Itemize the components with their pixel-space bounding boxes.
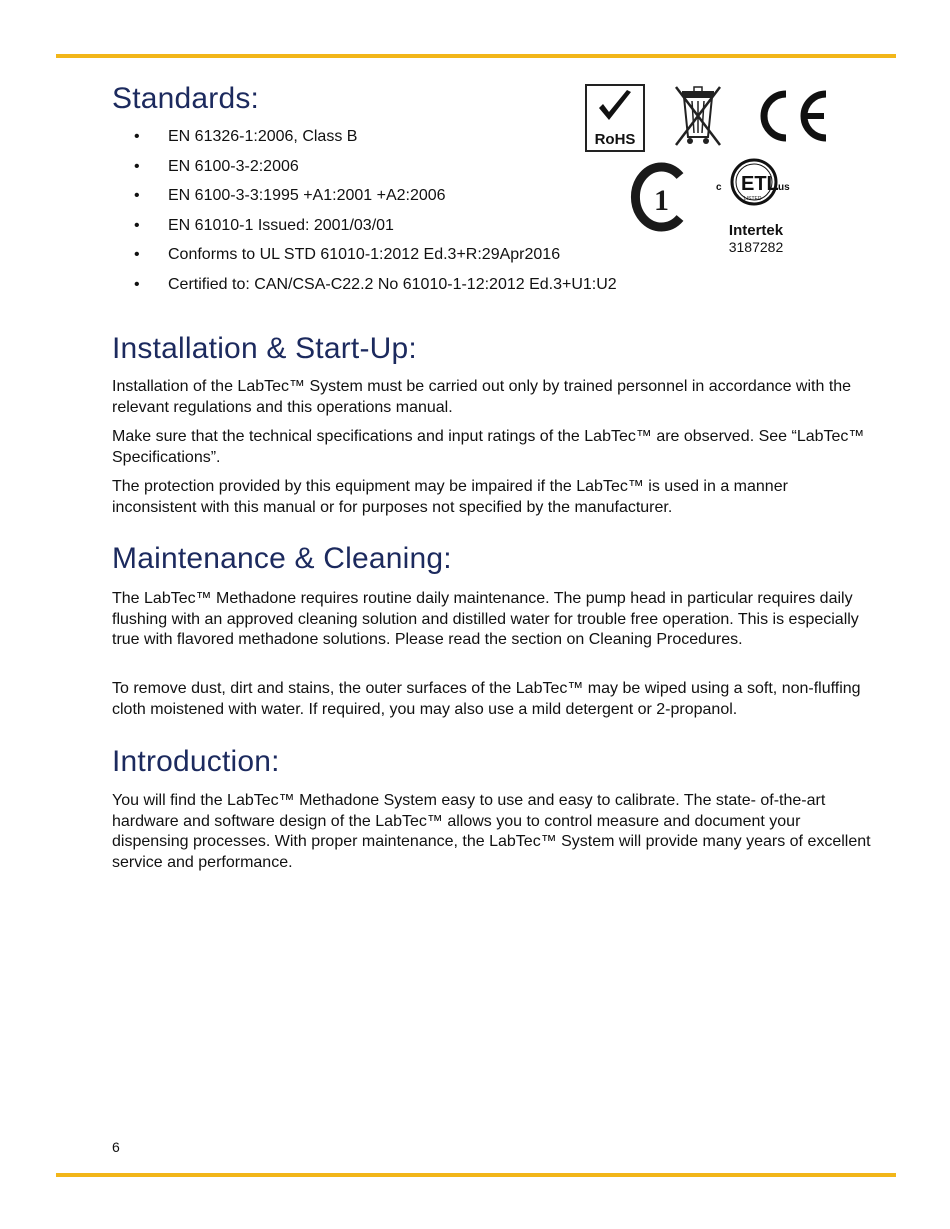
list-item: • Certified to: CAN/CSA-C22.2 No 61010-1-12:2012 Ed.3+U1:U2 (112, 273, 617, 303)
rohs-logo (585, 84, 645, 152)
list-item: • EN 6100-3-3:1995 +A1:2001 +A2:2006 (112, 184, 617, 214)
etl-c-label: c (716, 182, 722, 193)
etl-listed-logo (712, 154, 796, 220)
intertek-label (716, 222, 796, 255)
introduction-heading: Introduction: (112, 745, 280, 778)
maintenance-heading: Maintenance & Cleaning: (112, 542, 452, 575)
etl-mark-icon (712, 154, 796, 220)
page-number: 6 (112, 1139, 120, 1155)
installation-paragraph: Make sure that the technical specifications and input ratings of the LabTec™ are observed. See “LabTec™ Specifications”. (112, 428, 865, 466)
crossed-bin-icon (672, 83, 724, 151)
weee-bin-logo (672, 83, 724, 151)
rohs-label: RoHS (594, 131, 636, 148)
footer-rule (56, 1173, 896, 1177)
list-item: • EN 6100-3-2:2006 (112, 155, 617, 185)
installation-paragraph: The protection provided by this equipment may be impaired if the LabTec™ is used in a manner inconsistent with this manual or for purposes not specified by the manufacturer. (112, 478, 788, 516)
svg-text:1: 1 (654, 184, 669, 217)
etl-us-label: us (778, 182, 790, 193)
etl-listed-label: LISTED (744, 196, 762, 202)
ce-label (832, 86, 833, 87)
list-item: • Conforms to UL STD 61010-1:2012 Ed.3+R:29Apr2016 (112, 243, 617, 273)
introduction-paragraph: You will find the LabTec™ Methadone System easy to use and easy to calibrate. The state- of-the-art hardware and software design of the LabTec™ allows you to control measure and document your dispensing processes. With proper maintenance, the LabTec™ System will provide many years of excellent service and performance. (112, 792, 871, 871)
csa-c1-logo (630, 160, 690, 232)
maintenance-paragraph: The LabTec™ Methadone requires routine daily maintenance. The pump head in particular requires daily flushing with an approved cleaning solution and distilled water for trouble free operation. This is especially true with flavored methadone solutions. Please read the section on Cleaning Procedures. (112, 590, 859, 648)
checkmark-icon (587, 86, 643, 132)
standards-heading: Standards: (112, 82, 260, 115)
ce-mark-icon (752, 86, 832, 146)
svg-text:ETL: ETL (741, 173, 779, 195)
ce-logo (752, 86, 832, 146)
c1-mark-icon (630, 160, 690, 232)
header-rule (56, 54, 896, 58)
installation-paragraph: Installation of the LabTec™ System must be carried out only by trained personnel in accordance with the relevant regulations and this operations manual. (112, 378, 852, 416)
standards-list (112, 125, 617, 303)
list-item: • EN 61326-1:2006, Class B (112, 125, 617, 155)
list-item: • EN 61010-1 Issued: 2001/03/01 (112, 214, 617, 244)
intertek-brand: Intertek (728, 222, 784, 239)
installation-heading: Installation & Start-Up: (112, 332, 417, 365)
intertek-number: 3187282 (728, 239, 784, 255)
maintenance-paragraph: To remove dust, dirt and stains, the outer surfaces of the LabTec™ may be wiped using a soft, non-fluffing cloth moistened with water. If required, you may also use a mild detergent or 2-propanol. (112, 680, 861, 718)
